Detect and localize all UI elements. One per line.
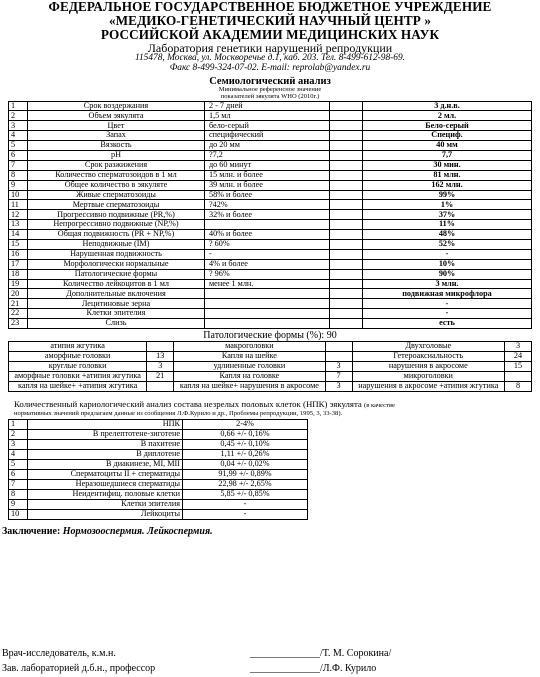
- row-number: 2: [9, 429, 28, 439]
- result-value: 99%: [363, 190, 532, 200]
- row-number: 1: [9, 419, 28, 429]
- pathology-form: макроголовки: [174, 342, 325, 352]
- parameter-name: Дополнительные включения: [28, 289, 205, 299]
- table-row: [9, 111, 532, 121]
- pathology-form: атипия жгутика: [9, 342, 147, 352]
- empty-cell: [330, 259, 363, 269]
- reference-value: ?7,2: [205, 151, 330, 161]
- parameter-name: Общая подвижность (PR + NP,%): [28, 230, 205, 240]
- result-value: 3 млн.: [363, 279, 532, 289]
- table-row: [9, 429, 308, 439]
- row-number: 3: [9, 121, 28, 131]
- pathology-form: удлиненные головки: [174, 362, 325, 372]
- empty-cell: [330, 131, 363, 141]
- table-row: [9, 372, 532, 382]
- row-number: 4: [9, 449, 28, 459]
- row-number: 8: [9, 170, 28, 180]
- reference-value: [205, 220, 330, 230]
- signature-doctor: [2, 648, 392, 659]
- pathology-title: Патологические формы (%): 90: [203, 330, 337, 342]
- contacts: Факс 8-499-324-07-02. E-mail: reprolab@yandex.ru: [169, 63, 371, 74]
- signature-role: Зав. лабораторией д.б.н., профессор: [2, 663, 156, 674]
- table-row: [9, 509, 308, 519]
- reference-value: ? 60%: [205, 240, 330, 250]
- address: 115478, Москва, ул. Москворечье д.1, каб. 203. Тел. 8-499-612-98-69.: [134, 53, 406, 64]
- signature-line: ______________/Т. М. Сорокина/: [250, 648, 392, 659]
- pathology-percent: 3: [325, 362, 352, 372]
- row-number: 7: [9, 479, 28, 489]
- row-number: 11: [9, 200, 28, 210]
- result-value: 30 мин.: [363, 160, 532, 170]
- reference-value: 15 млн. и более: [205, 170, 330, 180]
- parameter-name: Клетки эпителия: [28, 309, 205, 319]
- row-number: 15: [9, 240, 28, 250]
- table-row: [9, 319, 532, 329]
- result-value: есть: [363, 319, 532, 329]
- row-number: 9: [9, 180, 28, 190]
- parameter-name: Мертвые сперматозоиды: [28, 200, 205, 210]
- table-row: [9, 220, 532, 230]
- reference-value: менее 1 млн.: [205, 279, 330, 289]
- semen-analysis-table: [8, 101, 532, 329]
- result-value: 2 мл.: [363, 111, 532, 121]
- empty-cell: [330, 289, 363, 299]
- norm-value: 1,11 +/- 0,26%: [183, 449, 308, 459]
- norm-value: 0,04 +/- 0,02%: [183, 459, 308, 469]
- empty-cell: [330, 141, 363, 151]
- table-row: [9, 489, 308, 499]
- norm-value: 0,66 +/- 0,16%: [183, 429, 308, 439]
- row-number: 5: [9, 459, 28, 469]
- pathology-form: нарушения в акросоме +атипия жгутика: [352, 382, 504, 392]
- table-row: [9, 210, 532, 220]
- pathology-percent: 8: [505, 382, 532, 392]
- parameter-name: pH: [28, 151, 205, 161]
- row-number: 3: [9, 439, 28, 449]
- table-row: [9, 289, 532, 299]
- row-number: 9: [9, 499, 28, 509]
- row-number: 10: [9, 509, 28, 519]
- cell-type: В пахитене: [28, 439, 183, 449]
- table-row: [9, 362, 532, 372]
- empty-cell: [330, 269, 363, 279]
- signature-role: Врач-исследователь, к.м.н.: [2, 648, 116, 659]
- result-value: 90%: [363, 269, 532, 279]
- table-row: [9, 269, 532, 279]
- norm-value: 22,98 +/- 2,65%: [183, 479, 308, 489]
- table-row: [9, 499, 308, 509]
- cell-type: В прелептотене-зиготене: [28, 429, 183, 439]
- table-row: [9, 352, 532, 362]
- table-row: [9, 160, 532, 170]
- table-row: [9, 190, 532, 200]
- row-number: 21: [9, 299, 28, 309]
- empty-cell: [330, 240, 363, 250]
- reference-value: 4% и более: [205, 259, 330, 269]
- row-number: 7: [9, 160, 28, 170]
- row-number: 1: [9, 101, 28, 111]
- reference-value: 2 - 7 дней: [205, 101, 330, 111]
- reference-value: бело-серый: [205, 121, 330, 131]
- table-row: [9, 259, 532, 269]
- pathology-form: аморфные головки: [9, 352, 147, 362]
- table-row: [9, 170, 532, 180]
- table-row: [9, 342, 532, 352]
- row-number: 18: [9, 269, 28, 279]
- row-number: 2: [9, 111, 28, 121]
- reference-subtitle-2: показателей эякулята WHO (2010г.): [220, 92, 320, 100]
- row-number: 4: [9, 131, 28, 141]
- empty-cell: [330, 121, 363, 131]
- result-value: 3 д.н.в.: [363, 101, 532, 111]
- conclusion-text: Нормозооспермия. Лейкоспермия.: [62, 525, 213, 537]
- norm-value: 5,85 +/- 0,85%: [183, 489, 308, 499]
- cell-type: В диплотене: [28, 449, 183, 459]
- pathology-percent: 13: [147, 352, 174, 362]
- table-row: [9, 131, 532, 141]
- table-row: [9, 151, 532, 161]
- empty-cell: [330, 170, 363, 180]
- row-number: 13: [9, 220, 28, 230]
- parameter-name: Непрогрессивно подвижные (NP,%): [28, 220, 205, 230]
- pathology-percent: 3: [505, 342, 532, 352]
- result-value: 162 млн.: [363, 180, 532, 190]
- reference-value: 40% и более: [205, 230, 330, 240]
- empty-cell: [330, 309, 363, 319]
- org-name-line-3: РОССИЙСКОЙ АКАДЕМИИ МЕДИЦИНСКИХ НАУК: [100, 26, 440, 42]
- table-row: [9, 180, 532, 190]
- table-row: [9, 299, 532, 309]
- pathology-form: круглые головки: [9, 362, 147, 372]
- org-name-line-2: «МЕДИКО-ГЕНЕТИЧЕСКИЙ НАУЧНЫЙ ЦЕНТР »: [108, 12, 432, 28]
- pathology-percent: 24: [505, 352, 532, 362]
- empty-cell: [330, 319, 363, 329]
- result-value: 10%: [363, 259, 532, 269]
- reference-value: специфический: [205, 131, 330, 141]
- semen-analysis-title: Семиологический анализ: [209, 75, 331, 87]
- org-name-line-1: ФЕДЕРАЛЬНОЕ ГОСУДАРСТВЕННОЕ БЮДЖЕТНОЕ УЧРЕЖДЕНИЕ: [48, 0, 492, 14]
- table-row: [9, 439, 308, 449]
- empty-cell: [330, 210, 363, 220]
- result-value: 1%: [363, 200, 532, 210]
- reference-value: [205, 309, 330, 319]
- table-row: [9, 279, 532, 289]
- result-value: -: [363, 309, 532, 319]
- empty-cell: [330, 249, 363, 259]
- result-value: 48%: [363, 230, 532, 240]
- pathology-percent: 7: [325, 372, 352, 382]
- table-row: [9, 309, 532, 319]
- parameter-name: Запах: [28, 131, 205, 141]
- reference-value: 39 млн. и более: [205, 180, 330, 190]
- empty-cell: [330, 279, 363, 289]
- pathology-form: Гетероаксиальность: [352, 352, 504, 362]
- reference-subtitle-1: Минимальное референсное значение: [218, 85, 322, 93]
- empty-cell: [330, 101, 363, 111]
- table-row: [9, 449, 308, 459]
- table-row: [9, 240, 532, 250]
- cell-type: В диакинезе, МI, МII: [28, 459, 183, 469]
- result-value: 7,7: [363, 151, 532, 161]
- result-value: 81 млн.: [363, 170, 532, 180]
- pathology-form: микроголовки: [352, 372, 504, 382]
- pathology-percent: [325, 352, 352, 362]
- table-row: [9, 479, 308, 489]
- empty-cell: [330, 299, 363, 309]
- cell-type: Неидентифиц. половые клетки: [28, 489, 183, 499]
- pathology-percent: [147, 382, 174, 392]
- parameter-name: Морфологически нормальные: [28, 259, 205, 269]
- result-value: подвижная микрофлора: [363, 289, 532, 299]
- karyo-note: нормативных значений предлагаем данные из сообщения Л.Ф.Курило и др., Проблемы репродукции, 1995, 3, 33-38).: [14, 409, 343, 417]
- row-number: 20: [9, 289, 28, 299]
- result-value: 37%: [363, 210, 532, 220]
- row-number: 17: [9, 259, 28, 269]
- pathology-percent: 15: [505, 362, 532, 372]
- norm-value: 91,99 +/- 0,89%: [183, 469, 308, 479]
- table-row: [9, 141, 532, 151]
- table-row: [9, 469, 308, 479]
- table-row: [9, 382, 532, 392]
- row-number: 6: [9, 469, 28, 479]
- reference-value: ?42%: [205, 200, 330, 210]
- row-number: 22: [9, 309, 28, 319]
- empty-cell: [330, 111, 363, 121]
- result-value: -: [363, 249, 532, 259]
- signature-line: ______________/Л.Ф. Курило: [250, 663, 377, 674]
- result-value: Специф.: [363, 131, 532, 141]
- row-number: 5: [9, 141, 28, 151]
- conclusion-label: Заключение:: [2, 525, 61, 537]
- result-value: 40 мм: [363, 141, 532, 151]
- parameter-name: Срок разжижения: [28, 160, 205, 170]
- pathology-form: капля на шейке+ +атипия жгутика: [9, 382, 147, 392]
- parameter-name: Общее количество в эякуляте: [28, 180, 205, 190]
- parameter-name: Неподвижные (IM): [28, 240, 205, 250]
- row-number: 10: [9, 190, 28, 200]
- empty-cell: [330, 151, 363, 161]
- reference-value: ? 96%: [205, 269, 330, 279]
- parameter-name: Цвет: [28, 121, 205, 131]
- cell-type: Сперматоциты II + сперматиды: [28, 469, 183, 479]
- parameter-name: Вязкость: [28, 141, 205, 151]
- reference-value: 58% и более: [205, 190, 330, 200]
- result-value: 11%: [363, 220, 532, 230]
- empty-cell: [330, 190, 363, 200]
- reference-value: [205, 299, 330, 309]
- parameter-name: Патологические формы: [28, 269, 205, 279]
- conclusion: [2, 526, 540, 537]
- row-number: 16: [9, 249, 28, 259]
- pathology-percent: 3: [147, 362, 174, 372]
- empty-cell: [330, 160, 363, 170]
- table-row: [9, 249, 532, 259]
- cell-type: Клетки эпителия: [28, 499, 183, 509]
- norm-value: 2-4%: [183, 419, 308, 429]
- reference-value: -: [205, 249, 330, 259]
- pathology-percent: [147, 342, 174, 352]
- result-value: Бело-серый: [363, 121, 532, 131]
- cell-type: НПК: [28, 419, 183, 429]
- table-row: [9, 230, 532, 240]
- parameter-name: Объем эякулята: [28, 111, 205, 121]
- pathology-table: [8, 341, 532, 392]
- table-row: [9, 459, 308, 469]
- karyo-title-small: (в качестве: [364, 402, 395, 410]
- empty-cell: [330, 180, 363, 190]
- pathology-form: Капля на шейке: [174, 352, 325, 362]
- pathology-form: Капля на головке: [174, 372, 325, 382]
- norm-value: -: [183, 499, 308, 509]
- pathology-percent: [325, 342, 352, 352]
- parameter-name: Количество сперматозоидов в 1 мл: [28, 170, 205, 180]
- table-row: [9, 419, 308, 429]
- row-number: 23: [9, 319, 28, 329]
- table-row: [9, 121, 532, 131]
- parameter-name: Срок воздержания: [28, 101, 205, 111]
- pathology-form: Двухголовые: [352, 342, 504, 352]
- row-number: 8: [9, 489, 28, 499]
- reference-value: [205, 289, 330, 299]
- table-row: [9, 101, 532, 111]
- karyo-title-text: Количественный кариологический анализ состава незрелых половых клеток (НПК) эякулята: [14, 399, 362, 410]
- parameter-name: Лецитиновые зерна: [28, 299, 205, 309]
- table-row: [9, 200, 532, 210]
- pathology-percent: [505, 372, 532, 382]
- empty-cell: [330, 220, 363, 230]
- pathology-percent: 21: [147, 372, 174, 382]
- parameter-name: Количество лейкоцитов в 1 мл: [28, 279, 205, 289]
- parameter-name: Прогрессивно подвижные (PR,%): [28, 210, 205, 220]
- parameter-name: Нарушенная подвижность: [28, 249, 205, 259]
- result-value: -: [363, 299, 532, 309]
- reference-value: 32% и более: [205, 210, 330, 220]
- karyo-table: [8, 419, 308, 520]
- letterhead: [0, 0, 540, 74]
- norm-value: -: [183, 509, 308, 519]
- pathology-form: аморфные головки +атипия жгутика: [9, 372, 147, 382]
- empty-cell: [330, 230, 363, 240]
- cell-type: Лейкоциты: [28, 509, 183, 519]
- empty-cell: [330, 200, 363, 210]
- signature-head: [2, 663, 377, 674]
- reference-value: 1,5 мл: [205, 111, 330, 121]
- parameter-name: Слизь: [28, 319, 205, 329]
- row-number: 12: [9, 210, 28, 220]
- karyo-title: [14, 400, 540, 410]
- reference-value: [205, 319, 330, 329]
- row-number: 6: [9, 151, 28, 161]
- row-number: 19: [9, 279, 28, 289]
- pathology-form: нарушения в акросоме: [352, 362, 504, 372]
- result-value: 52%: [363, 240, 532, 250]
- reference-value: до 20 мм: [205, 141, 330, 151]
- lab-name: Лаборатория генетики нарушений репродукции: [147, 40, 393, 55]
- pathology-form: капля на шейке+ нарушения в акросоме: [174, 382, 325, 392]
- norm-value: 0,45 +/- 0,10%: [183, 439, 308, 449]
- parameter-name: Живые сперматозоиды: [28, 190, 205, 200]
- reference-value: до 60 минут: [205, 160, 330, 170]
- row-number: 14: [9, 230, 28, 240]
- pathology-percent: 3: [325, 382, 352, 392]
- cell-type: Неразошедшиеся сперматиды: [28, 479, 183, 489]
